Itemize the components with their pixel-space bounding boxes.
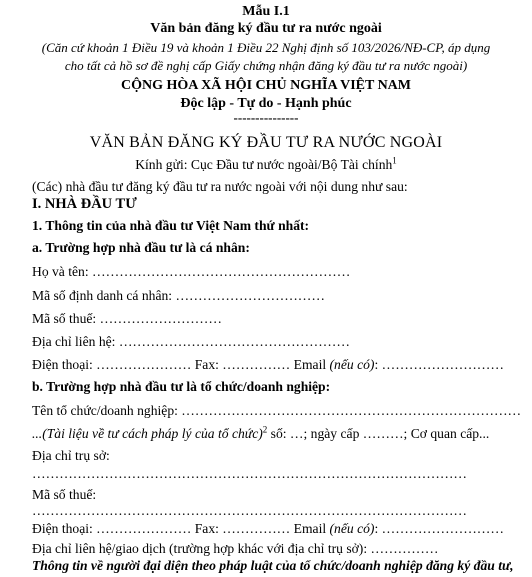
motto: Độc lập - Tự do - Hạnh phúc	[180, 96, 352, 111]
field-head-office-dots: ……………………………………………………………………………………	[32, 466, 467, 481]
org-email-note: (nếu có)	[329, 521, 375, 536]
legal-doc-tail: số: …; ngày cấp ………; Cơ quan cấp...	[267, 426, 490, 441]
subsection-1: 1. Thông tin của nhà đầu tư Việt Nam thứ nhất:	[32, 218, 310, 233]
field-contact-address: Địa chỉ liên hệ: ……………………………………………	[32, 334, 350, 349]
field-org-tax-dots: ……………………………………………………………………………………	[32, 503, 467, 518]
legal-doc-text: ...(Tài liệu về tư cách pháp lý của tổ chức)	[32, 426, 263, 441]
case-a-heading: a. Trường hợp nhà đầu tư là cá nhân:	[32, 240, 250, 255]
form-name: Văn bản đăng ký đầu tư ra nước ngoài	[150, 21, 382, 36]
field-org-phone-fax-email	[32, 521, 504, 537]
document-title: VĂN BẢN ĐĂNG KÝ ĐẦU TƯ RA NƯỚC NGOÀI	[89, 134, 443, 151]
field-legal-doc	[32, 426, 489, 442]
field-org-tax-label: Mã số thuế:	[32, 487, 97, 502]
legal-basis-line-2: cho tất cả hồ sơ đề nghị cấp Giấy chứng nhận đăng ký đầu tư ra nước ngoài)	[64, 58, 468, 73]
rep-info-heading: Thông tin về người đại diện theo pháp luật của tổ chức/doanh nghiệp đăng ký đầu tư,	[32, 558, 514, 573]
field-org-name: Tên tổ chức/doanh nghiệp: …………………………………………………………………	[32, 403, 522, 418]
field-head-office-label: Địa chỉ trụ sở:	[32, 448, 110, 463]
email-note: (nếu có)	[329, 357, 375, 372]
nation-name: CỘNG HÒA XÃ HỘI CHỦ NGHĨA VIỆT NAM	[120, 78, 411, 93]
legal-basis-line-1: (Căn cứ khoản 1 Điều 19 và khoản 1 Điều 22 Nghị định số 103/2026/NĐ-CP, áp dụng	[41, 40, 491, 55]
section-heading: I. NHÀ ĐẦU TƯ	[32, 196, 137, 212]
addressee-text: Kính gửi: Cục Đầu tư nước ngoài/Bộ Tài chính	[135, 157, 393, 172]
field-phone-fax-email	[32, 357, 504, 373]
field-org-contact-address: Địa chỉ liên hệ/giao dịch (trường hợp khác với địa chỉ trụ sở): ……………	[32, 541, 439, 556]
field-name: Họ và tên: …………………………………………………	[32, 264, 351, 279]
email-dots: : ………………………	[374, 357, 504, 372]
field-tax-code: Mã số thuế: ………………………	[32, 311, 222, 326]
case-b-heading: b. Trường hợp nhà đầu tư là tổ chức/doanh nghiệp:	[32, 379, 331, 394]
legal-doc-footnote: 2	[262, 424, 268, 435]
org-email-dots: : ………………………	[374, 521, 504, 536]
separator: ---------------	[233, 110, 299, 125]
phone-fax-text: Điện thoại: ………………… Fax: …………… Email	[32, 357, 330, 372]
addressee	[0, 157, 532, 173]
intro-text: (Các) nhà đầu tư đăng ký đầu tư ra nước ngoài với nội dung như sau:	[32, 179, 408, 194]
addressee-footnote: 1	[392, 155, 397, 166]
form-code: Mẫu I.1	[242, 4, 290, 19]
org-phone-fax-text: Điện thoại: ………………… Fax: …………… Email	[32, 521, 330, 536]
field-id-number: Mã số định danh cá nhân: ……………………………	[32, 288, 325, 303]
